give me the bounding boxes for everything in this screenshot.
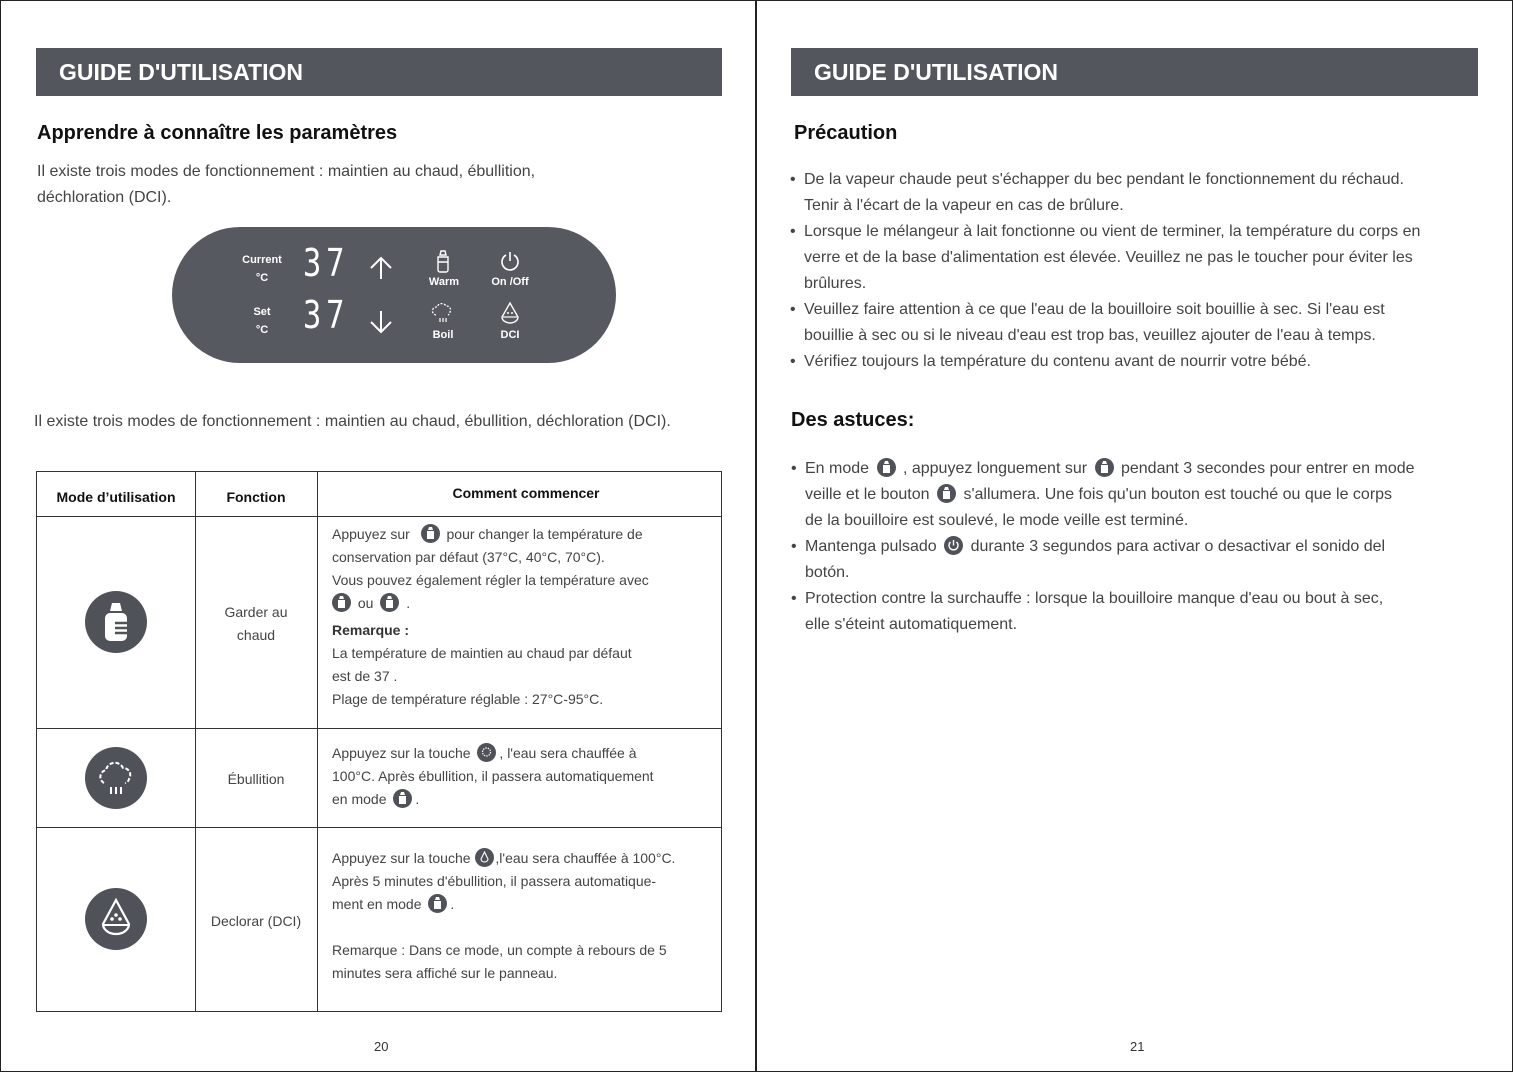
steam-cloud-icon[interactable]	[430, 301, 456, 325]
how-line: est de 37 .	[332, 668, 398, 684]
page-header-banner: GUIDE D'UTILISATION	[791, 48, 1478, 96]
baby-bottle-icon	[393, 789, 412, 808]
arrow-down-icon[interactable]	[368, 309, 394, 335]
text: Appuyez sur la touche	[332, 745, 471, 761]
text: veille et le bouton	[805, 486, 930, 503]
function-boil: Ébullition	[227, 771, 285, 787]
list-item: • De la vapeur chaude peut s'échapper du bec pendant le fonctionnement du réchaud.	[790, 171, 1404, 188]
text: .	[450, 896, 455, 912]
text: Lorsque le mélangeur à lait fonctionne ou vient de terminer, la température du corps en	[804, 223, 1421, 240]
usage-table	[36, 471, 722, 1012]
how-line: Vous pouvez également régler la température avec	[332, 572, 649, 588]
page-right	[756, 0, 1513, 1072]
text: Mantenga pulsado	[805, 538, 937, 555]
steam-cloud-icon	[477, 743, 496, 762]
text: en mode	[332, 791, 387, 807]
how-line	[332, 893, 732, 916]
dci-label: DCI	[500, 329, 520, 341]
how-line: La température de maintien au chaud par défaut	[332, 645, 632, 661]
set-label: Set	[253, 306, 271, 318]
how-line	[332, 847, 732, 870]
text: pour changer la température de	[446, 526, 643, 542]
water-drop-icon	[475, 848, 494, 867]
baby-bottle-icon	[380, 593, 399, 612]
water-drop-icon	[85, 888, 147, 950]
text: Appuyez sur la touche	[332, 850, 471, 866]
baby-bottle-icon	[332, 593, 351, 612]
list-item-continuation	[791, 482, 1501, 508]
tips-title: Des astuces:	[791, 409, 915, 431]
table-header-how: Comment commencer	[452, 485, 600, 501]
list-item-continuation: brûlures.	[804, 275, 867, 292]
current-label: Current	[242, 254, 282, 266]
note-label: Remarque :	[332, 622, 410, 638]
steam-cloud-icon	[85, 747, 147, 809]
boil-label: Boil	[432, 329, 454, 341]
text: Veuillez faire attention à ce que l'eau de la bouilloire soit bouillie à sec. Si l'eau est	[804, 301, 1385, 318]
text: Vérifiez toujours la température du contenu avant de nourrir votre bébé.	[804, 353, 1311, 370]
baby-bottle-icon	[428, 894, 447, 913]
set-unit-label: °C	[255, 324, 269, 336]
intro-line: Il existe trois modes de fonctionnement : maintien au chaud, ébullition,	[37, 163, 536, 180]
list-item: • Lorsque le mélangeur à lait fonctionne ou vient de terminer, la température du corps en	[790, 223, 1421, 240]
water-drop-icon[interactable]	[499, 301, 521, 325]
list-item: • En mode , appuyez longuement sur pendant 3 secondes pour entrer en mode	[791, 460, 1415, 477]
baby-bottle-icon	[1095, 458, 1114, 477]
list-item-continuation: bouillie à sec ou si le niveau d'eau est trop bas, veuillez ajouter de l'eau à temps.	[804, 327, 1376, 344]
baby-bottle-icon	[421, 524, 440, 543]
warm-label: Warm	[428, 276, 460, 288]
text: ou	[357, 595, 374, 611]
intro-paragraph	[37, 159, 535, 211]
function-warm	[195, 601, 317, 647]
table-divider	[37, 728, 721, 729]
list-item-continuation: Tenir à l'écart de la vapeur en cas de brûlure.	[804, 197, 1124, 214]
text: , l'eau sera chauffée à	[499, 745, 637, 761]
function-line: chaud	[236, 627, 276, 643]
function-line: Garder au	[224, 604, 288, 620]
list-item-continuation: elle s'éteint automatiquement.	[805, 616, 1018, 633]
current-temperature-display: 37	[303, 241, 350, 285]
list-item-continuation: de la bouilloire est soulevé, le mode veille est terminé.	[805, 512, 1189, 529]
current-unit-label: °C	[255, 272, 269, 284]
page-header-banner: GUIDE D'UTILISATION	[36, 48, 722, 96]
arrow-up-icon[interactable]	[368, 255, 394, 281]
baby-bottle-icon	[937, 484, 956, 503]
text: Appuyez sur	[332, 526, 410, 542]
how-line	[332, 788, 732, 811]
how-line	[332, 742, 732, 765]
text: durante 3 segundos para activar o desactivar el sonido del	[970, 538, 1386, 555]
page-number: 20	[374, 1039, 389, 1054]
table-divider	[317, 472, 318, 1011]
how-boil	[332, 742, 732, 811]
table-header-mode: Mode d’utilisation	[56, 489, 176, 505]
tips-list	[791, 456, 1501, 638]
text: .	[415, 791, 420, 807]
text: pendant 3 secondes pour entrer en mode	[1120, 460, 1415, 477]
list-item: • Vérifiez toujours la température du contenu avant de nourrir votre bébé.	[790, 353, 1311, 370]
dci-mode-icon	[85, 888, 147, 950]
how-line	[332, 592, 732, 615]
how-line: Remarque : Dans ce mode, un compte à rebours de 5	[332, 942, 667, 958]
text: ,l'eau sera chauffée à 100°C.	[495, 850, 676, 866]
table-header-function: Fonction	[226, 489, 286, 505]
power-icon	[944, 536, 963, 555]
how-warm	[332, 523, 732, 711]
control-panel	[172, 227, 616, 363]
list-item-continuation: botón.	[805, 564, 850, 581]
table-divider	[37, 827, 721, 828]
how-line: conservation par défaut (37°C, 40°C, 70°C).	[332, 549, 605, 565]
list-item: • Veuillez faire attention à ce que l'eau de la bouilloire soit bouillie à sec. Si l'eau est	[790, 301, 1385, 318]
page-left	[0, 0, 756, 1072]
list-item: • Mantenga pulsado durante 3 segundos para activar o desactivar el sonido del	[791, 538, 1386, 555]
text: ment en mode	[332, 896, 422, 912]
list-item: • Protection contre la surchauffe : lorsque la bouilloire manque d'eau ou bout à sec,	[791, 590, 1384, 607]
warm-mode-icon	[85, 591, 147, 653]
text: De la vapeur chaude peut s'échapper du bec pendant le fonctionnement du réchaud.	[804, 171, 1404, 188]
modes-summary: Il existe trois modes de fonctionnement : maintien au chaud, ébullition, déchloration (DCI).	[34, 413, 671, 430]
precaution-title: Précaution	[794, 122, 898, 144]
section-title: Apprendre à connaître les paramètres	[37, 122, 398, 144]
text: En mode	[805, 460, 870, 477]
how-line: Après 5 minutes d'ébullition, il passera automatique-	[332, 873, 657, 889]
how-line: 100°C. Après ébullition, il passera automatiquement	[332, 768, 654, 784]
set-temperature-display: 37	[303, 293, 350, 337]
text: Protection contre la surchauffe : lorsque la bouilloire manque d'eau ou bout à sec,	[805, 590, 1384, 607]
power-icon[interactable]	[499, 250, 521, 272]
how-dci	[332, 847, 732, 985]
how-line: Plage de température réglable : 27°C-95°C.	[332, 691, 604, 707]
on-off-label: On /Off	[491, 276, 529, 288]
intro-line: déchloration (DCI).	[37, 189, 172, 206]
baby-bottle-icon	[85, 591, 147, 653]
text: s'allumera. Une fois qu'un bouton est touché ou que le corps	[963, 486, 1393, 503]
page-number: 21	[1130, 1039, 1145, 1054]
table-divider	[37, 516, 721, 517]
precaution-list	[790, 167, 1500, 375]
text: , appuyez longuement sur	[902, 460, 1088, 477]
baby-bottle-icon	[877, 458, 896, 477]
how-line	[332, 523, 732, 546]
function-dci: Declorar (DCI)	[210, 913, 302, 929]
boil-mode-icon	[85, 747, 147, 809]
baby-bottle-icon[interactable]	[432, 249, 454, 273]
list-item-continuation: verre et de la base d'alimentation est élevée. Veuillez ne pas le toucher pour éviter les	[804, 249, 1413, 266]
text: .	[406, 595, 411, 611]
how-line: minutes sera affiché sur le panneau.	[332, 965, 558, 981]
